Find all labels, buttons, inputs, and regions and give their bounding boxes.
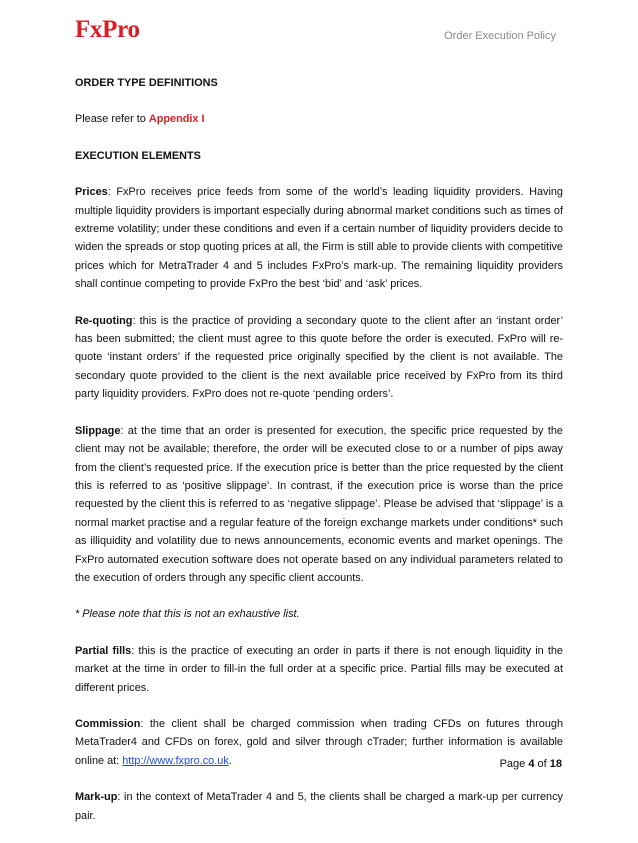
prices-paragraph	[75, 183, 563, 293]
of-label: of	[534, 758, 550, 770]
fxpro-website-link[interactable]: http://www.fxpro.co.uk	[122, 754, 229, 767]
page-label: Page	[499, 758, 529, 770]
slippage-term: Slippage	[75, 424, 121, 437]
execution-elements-heading: EXECUTION ELEMENTS	[75, 149, 201, 162]
appendix-reference	[75, 110, 563, 128]
commission-text: : the client shall be charged commission when trading CFDs on futures through MetaTrader4 and CFDs on forex, gold and silver through cTrader; further information is available online at:	[75, 717, 563, 767]
partial-fills-term: Partial fills	[75, 644, 132, 657]
exhaustive-list-note: * Please note that this is not an exhaustive list.	[75, 608, 300, 621]
total-pages: 18	[549, 758, 562, 770]
page-number-footer	[500, 758, 562, 770]
markup-text: : in the context of MetaTrader 4 and 5, the clients shall be charged a mark-up per currency pair.	[75, 791, 563, 822]
slippage-text: : at the time that an order is presented for execution, the specific price requested by the client may not be available; therefore, the order will be executed close to or a number of pips away from the client’s requested price. If the execution price is better than the price requested by the client this is referred to as ‘positive slippage’. In contrast, if the execution price is worse than the price requested by the client this is referred to as ‘negative slippage’. Please be advised that ‘slippage’ is a normal market practise and a regular feature of the foreign exchange markets under conditions* such as illiquidity and volatility due to news announcements, economic events and market openings. The FxPro automated execution software does not operate based on any individual parameters related to the execution of orders through any specific client accounts.	[75, 424, 563, 584]
markup-term: Mark-up	[75, 791, 118, 804]
markup-paragraph	[75, 788, 563, 825]
requoting-term: Re-quoting	[75, 314, 133, 327]
current-page-number: 4	[528, 758, 535, 770]
partial-fills-text: : this is the practice of executing an order in parts if there is not enough liquidity in the market at the time in order to fill-in the full order at a specific price. Partial fills may be executed at different prices.	[75, 644, 563, 694]
partial-fills-paragraph	[75, 642, 563, 697]
fxpro-logo: FxPro	[75, 16, 140, 43]
commission-suffix: .	[228, 754, 232, 767]
order-type-definitions-heading: ORDER TYPE DEFINITIONS	[75, 77, 218, 89]
appendix-link[interactable]: Appendix I	[148, 113, 205, 126]
slippage-paragraph	[75, 422, 563, 588]
prices-text: : FxPro receives price feeds from some of the world’s leading liquidity providers. Having multiple liquidity providers is important especially during abnormal market conditions such as times of extreme volatility; under these conditions and even if a certain number of liquidity providers decide to widen the spreads or stop quoting prices at all, the Firm is still able to provide clients with competitive prices which for MetraTrader 4 and 5 includes FxPro’s mark-up. The remaining liquidity providers shall continue competing to provide FxPro the best ‘bid’ and ‘ask’ prices.	[75, 186, 563, 291]
commission-term: Commission	[75, 717, 141, 730]
requoting-text: : this is the practice of providing a secondary quote to the client after an ‘instant order’ has been submitted; the client must agree to this quote before the order is executed. FxPro will re-quote ‘instant orders’ if the requested price originally specified by the client is not available. The secondary quote provided to the client is the next available price received by FxPro from its third party liquidity providers. FxPro does not re-quote ‘pending orders’.	[75, 314, 563, 401]
document-title: Order Execution Policy	[444, 30, 556, 42]
requoting-paragraph	[75, 312, 563, 404]
prices-term: Prices	[75, 186, 108, 199]
commission-paragraph	[75, 715, 563, 770]
refer-text: Please refer to	[75, 113, 149, 126]
page-content	[75, 74, 563, 843]
